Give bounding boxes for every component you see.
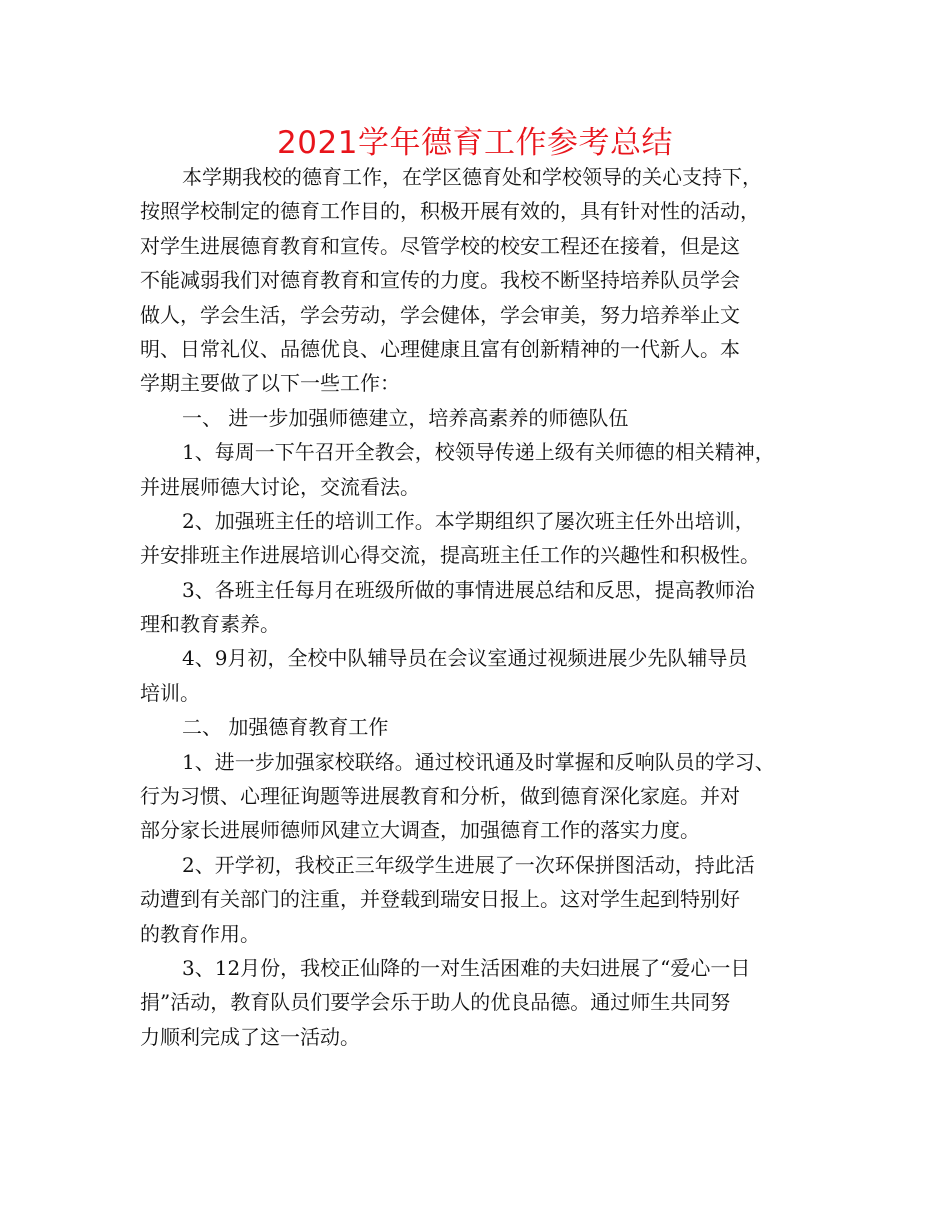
text-line: 2、加强班主任的培训工作。本学期组织了屡次班主任外出培训， (182, 508, 755, 533)
section-heading-text: 二、 加强德育教育工作 (182, 715, 389, 740)
text-line: 4、9月初，全校中队辅导员在会议室通过视频进展少先队辅导员 (182, 646, 748, 671)
text-line: 理和教育素养。 (140, 612, 280, 637)
text-line: 3、12月份，我校正仙降的一对生活困难的夫妇进展了“爱心一日 (182, 955, 751, 980)
list-item (140, 641, 832, 710)
text-line: 行为习惯、心理征询题等进展教育和分析，做到德育深化家庭。并对 (140, 784, 740, 809)
section-heading-1 (140, 401, 832, 435)
list-item (140, 951, 832, 1054)
text-line: 1、每周一下午召开全教会，校领导传递上级有关师德的相关精神， (182, 440, 775, 465)
text-line: 3、各班主任每月在班级所做的事情进展总结和反思，提高教师治 (182, 577, 755, 602)
text-line: 本学期我校的德育工作，在学区德育处和学校领导的关心支持下， (182, 165, 762, 189)
text-line: 并安排班主作进展培训心得交流，提高班主任工作的兴趣性和积极性。 (140, 543, 760, 568)
document-body (140, 160, 832, 1054)
text-line: 捐”活动，教育队员们要学会乐于助人的优良品德。通过师生共同努 (140, 990, 731, 1015)
text-line: 做人，学会生活，学会劳动，学会健体，学会审美，努力培养举止文 (140, 302, 740, 327)
text-line: 按照学校制定的德育工作目的，积极开展有效的，具有针对性的活动， (140, 199, 760, 224)
text-line: 学期主要做了以下一些工作： (140, 371, 400, 396)
text-line: 的教育作用。 (140, 921, 260, 946)
section-heading-2 (140, 710, 832, 744)
text-line: 培训。 (140, 680, 200, 705)
document-title: 2021学年德育工作参考总结 (277, 125, 673, 161)
text-line: 2、开学初，我校正三年级学生进展了一次环保拼图活动，持此活 (182, 852, 755, 877)
text-line: 并进展师德大讨论，交流看法。 (140, 474, 420, 499)
text-line: 部分家长进展师德师风建立大调查，加强德育工作的落实力度。 (140, 818, 700, 843)
text-line: 对学生进展德育教育和宣传。尽管学校的校安工程还在接着，但是这 (140, 233, 740, 258)
text-line: 明、日常礼仪、品德优良、心理健康且富有创新精神的一代新人。本 (140, 336, 740, 361)
text-line: 不能减弱我们对德育教育和宣传的力度。我校不断坚持培养队员学会 (140, 268, 740, 293)
section-heading-text: 一、 进一步加强师德建立，培养高素养的师德队伍 (182, 405, 629, 430)
text-line: 1、进一步加强家校联络。通过校讯通及时掌握和反响队员的学习、 (182, 749, 775, 774)
text-line: 动遭到有关部门的注重，并登载到瑞安日报上。这对学生起到特别好 (140, 887, 740, 912)
intro-paragraph (140, 160, 832, 401)
list-item (140, 848, 832, 951)
list-item (140, 573, 832, 642)
list-item (140, 745, 832, 848)
text-line: 力顺利完成了这一活动。 (140, 1024, 360, 1049)
list-item (140, 504, 832, 573)
list-item (140, 435, 832, 504)
